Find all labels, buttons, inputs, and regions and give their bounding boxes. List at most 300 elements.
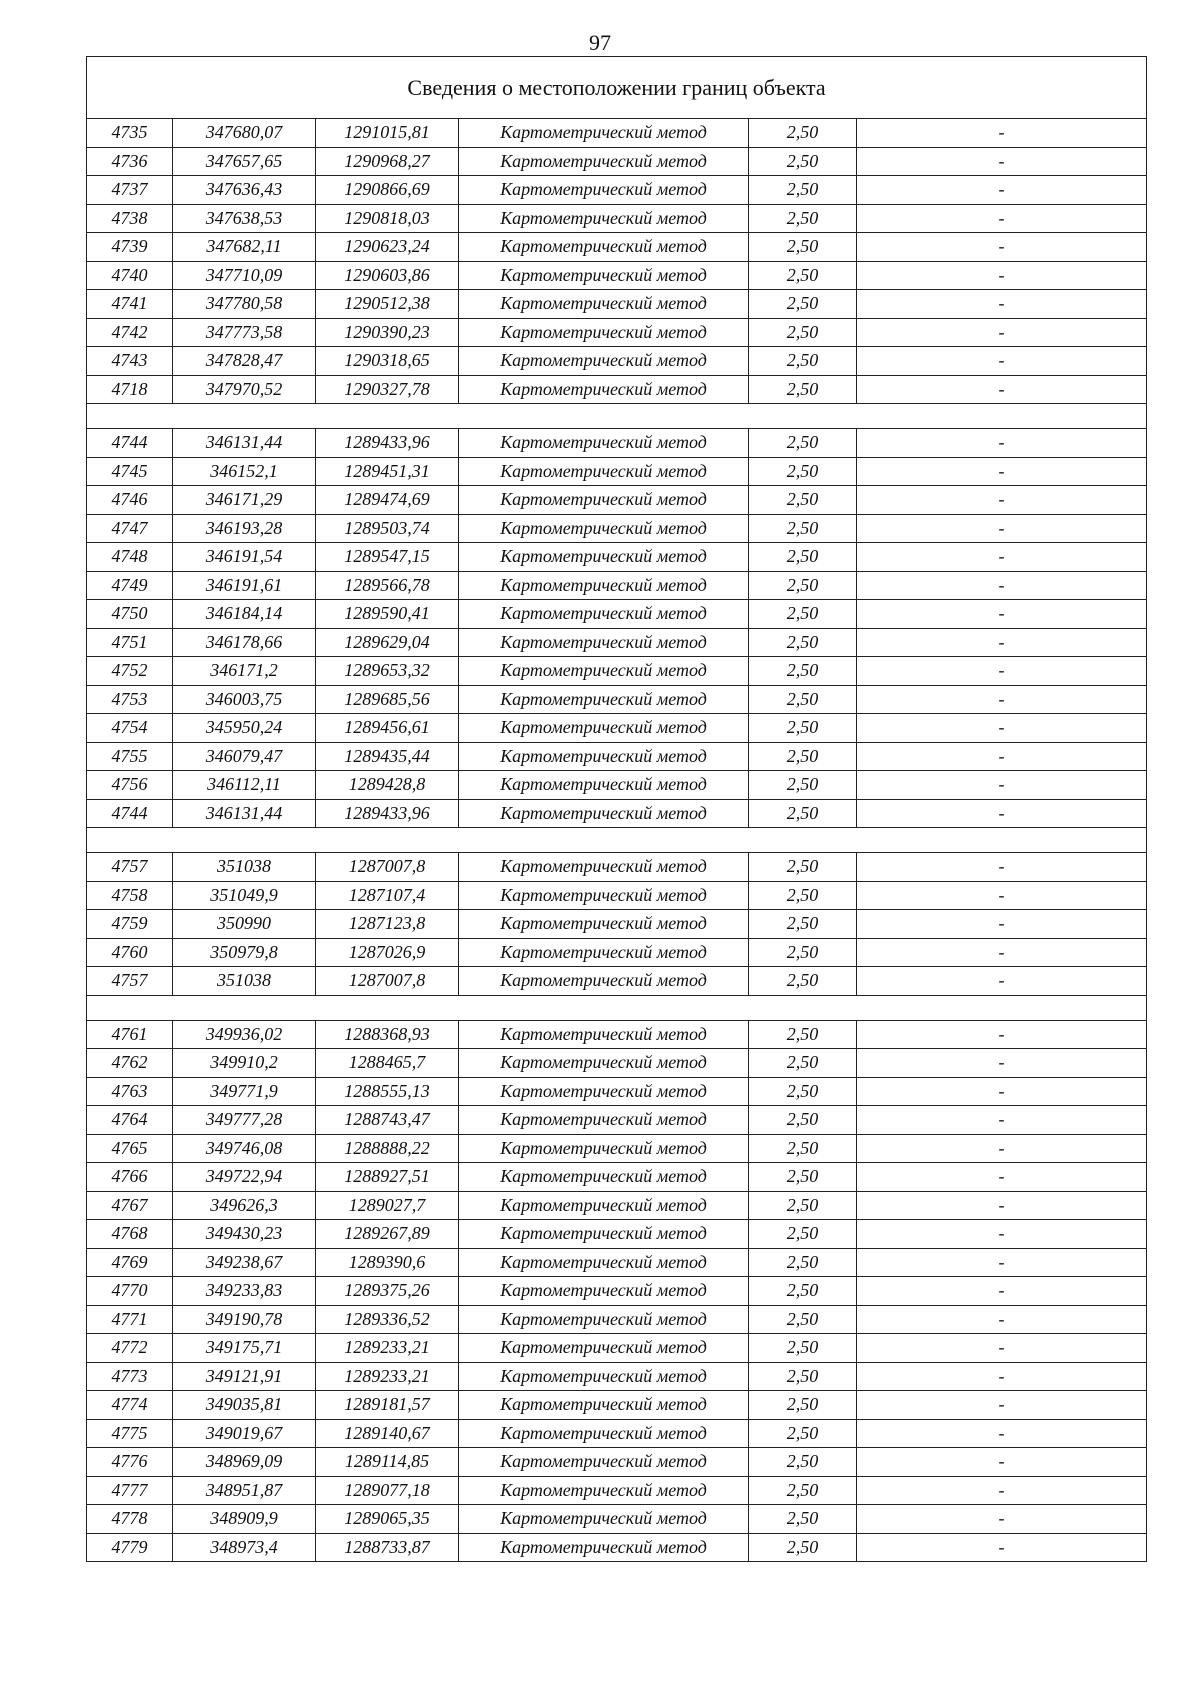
description-cell: - (857, 938, 1147, 967)
accuracy-cell: 2,50 (749, 799, 857, 828)
method-cell: Картометрический метод (459, 1049, 749, 1078)
table-row (87, 1277, 1147, 1306)
table-row (87, 910, 1147, 939)
point-number-cell: 4754 (87, 714, 173, 743)
y-coordinate-cell: 1289456,61 (316, 714, 459, 743)
table-row (87, 938, 1147, 967)
accuracy-cell: 2,50 (749, 347, 857, 376)
table-row (87, 853, 1147, 882)
description-cell: - (857, 1106, 1147, 1135)
table-row (87, 1448, 1147, 1477)
method-cell: Картометрический метод (459, 1077, 749, 1106)
description-cell: - (857, 1163, 1147, 1192)
method-cell: Картометрический метод (459, 685, 749, 714)
description-cell: - (857, 119, 1147, 148)
x-coordinate-cell: 349190,78 (173, 1305, 316, 1334)
table-row (87, 147, 1147, 176)
point-number-cell: 4736 (87, 147, 173, 176)
accuracy-cell: 2,50 (749, 714, 857, 743)
point-number-cell: 4766 (87, 1163, 173, 1192)
accuracy-cell: 2,50 (749, 1505, 857, 1534)
table-row (87, 347, 1147, 376)
point-number-cell: 4738 (87, 204, 173, 233)
table-row (87, 1419, 1147, 1448)
description-cell: - (857, 1049, 1147, 1078)
y-coordinate-cell: 1290623,24 (316, 233, 459, 262)
point-number-cell: 4750 (87, 600, 173, 629)
point-number-cell: 4737 (87, 176, 173, 205)
method-cell: Картометрический метод (459, 1448, 749, 1477)
y-coordinate-cell: 1289428,8 (316, 771, 459, 800)
y-coordinate-cell: 1289077,18 (316, 1476, 459, 1505)
point-number-cell: 4768 (87, 1220, 173, 1249)
y-coordinate-cell: 1289390,6 (316, 1248, 459, 1277)
table-row (87, 1191, 1147, 1220)
description-cell: - (857, 600, 1147, 629)
table-row (87, 657, 1147, 686)
y-coordinate-cell: 1289433,96 (316, 799, 459, 828)
table-row (87, 714, 1147, 743)
description-cell: - (857, 1533, 1147, 1562)
method-cell: Картометрический метод (459, 1106, 749, 1135)
table-row (87, 967, 1147, 996)
group-separator-row (87, 828, 1147, 853)
x-coordinate-cell: 346079,47 (173, 742, 316, 771)
table-row (87, 261, 1147, 290)
point-number-cell: 4770 (87, 1277, 173, 1306)
table-row (87, 457, 1147, 486)
accuracy-cell: 2,50 (749, 600, 857, 629)
point-number-cell: 4769 (87, 1248, 173, 1277)
description-cell: - (857, 261, 1147, 290)
table-title: Сведения о местоположении границ объекта (87, 57, 1147, 119)
description-cell: - (857, 881, 1147, 910)
table-row (87, 881, 1147, 910)
group-separator-row (87, 404, 1147, 429)
y-coordinate-cell: 1289140,67 (316, 1419, 459, 1448)
y-coordinate-cell: 1288733,87 (316, 1533, 459, 1562)
y-coordinate-cell: 1289629,04 (316, 628, 459, 657)
accuracy-cell: 2,50 (749, 318, 857, 347)
accuracy-cell: 2,50 (749, 881, 857, 910)
accuracy-cell: 2,50 (749, 486, 857, 515)
accuracy-cell: 2,50 (749, 1163, 857, 1192)
accuracy-cell: 2,50 (749, 771, 857, 800)
table-row (87, 543, 1147, 572)
method-cell: Картометрический метод (459, 119, 749, 148)
point-number-cell: 4760 (87, 938, 173, 967)
x-coordinate-cell: 347657,65 (173, 147, 316, 176)
point-number-cell: 4774 (87, 1391, 173, 1420)
method-cell: Картометрический метод (459, 799, 749, 828)
x-coordinate-cell: 346003,75 (173, 685, 316, 714)
x-coordinate-cell: 349910,2 (173, 1049, 316, 1078)
y-coordinate-cell: 1289065,35 (316, 1505, 459, 1534)
y-coordinate-cell: 1289590,41 (316, 600, 459, 629)
table-row (87, 514, 1147, 543)
method-cell: Картометрический метод (459, 318, 749, 347)
x-coordinate-cell: 347680,07 (173, 119, 316, 148)
accuracy-cell: 2,50 (749, 1305, 857, 1334)
accuracy-cell: 2,50 (749, 628, 857, 657)
method-cell: Картометрический метод (459, 910, 749, 939)
y-coordinate-cell: 1289027,7 (316, 1191, 459, 1220)
table-row (87, 176, 1147, 205)
x-coordinate-cell: 346152,1 (173, 457, 316, 486)
x-coordinate-cell: 349175,71 (173, 1334, 316, 1363)
table-row (87, 685, 1147, 714)
method-cell: Картометрический метод (459, 881, 749, 910)
description-cell: - (857, 910, 1147, 939)
accuracy-cell: 2,50 (749, 1448, 857, 1477)
x-coordinate-cell: 349019,67 (173, 1419, 316, 1448)
accuracy-cell: 2,50 (749, 1106, 857, 1135)
description-cell: - (857, 685, 1147, 714)
accuracy-cell: 2,50 (749, 514, 857, 543)
x-coordinate-cell: 349746,08 (173, 1134, 316, 1163)
point-number-cell: 4745 (87, 457, 173, 486)
y-coordinate-cell: 1289474,69 (316, 486, 459, 515)
method-cell: Картометрический метод (459, 1191, 749, 1220)
description-cell: - (857, 799, 1147, 828)
accuracy-cell: 2,50 (749, 1277, 857, 1306)
table-row (87, 1020, 1147, 1049)
description-cell: - (857, 1277, 1147, 1306)
y-coordinate-cell: 1289566,78 (316, 571, 459, 600)
table-row (87, 1476, 1147, 1505)
y-coordinate-cell: 1290390,23 (316, 318, 459, 347)
x-coordinate-cell: 346131,44 (173, 799, 316, 828)
description-cell: - (857, 1077, 1147, 1106)
x-coordinate-cell: 347638,53 (173, 204, 316, 233)
accuracy-cell: 2,50 (749, 657, 857, 686)
y-coordinate-cell: 1290512,38 (316, 290, 459, 319)
table-row (87, 1248, 1147, 1277)
table-row (87, 1533, 1147, 1562)
x-coordinate-cell: 346112,11 (173, 771, 316, 800)
accuracy-cell: 2,50 (749, 853, 857, 882)
x-coordinate-cell: 349626,3 (173, 1191, 316, 1220)
point-number-cell: 4765 (87, 1134, 173, 1163)
accuracy-cell: 2,50 (749, 1049, 857, 1078)
x-coordinate-cell: 349771,9 (173, 1077, 316, 1106)
x-coordinate-cell: 350979,8 (173, 938, 316, 967)
table-row (87, 1305, 1147, 1334)
x-coordinate-cell: 349121,91 (173, 1362, 316, 1391)
table-row (87, 1163, 1147, 1192)
y-coordinate-cell: 1289433,96 (316, 429, 459, 458)
x-coordinate-cell: 347780,58 (173, 290, 316, 319)
description-cell: - (857, 147, 1147, 176)
y-coordinate-cell: 1290603,86 (316, 261, 459, 290)
point-number-cell: 4757 (87, 967, 173, 996)
method-cell: Картометрический метод (459, 290, 749, 319)
accuracy-cell: 2,50 (749, 290, 857, 319)
method-cell: Картометрический метод (459, 714, 749, 743)
table-row (87, 1134, 1147, 1163)
x-coordinate-cell: 346171,29 (173, 486, 316, 515)
description-cell: - (857, 1305, 1147, 1334)
point-number-cell: 4762 (87, 1049, 173, 1078)
description-cell: - (857, 290, 1147, 319)
method-cell: Картометрический метод (459, 176, 749, 205)
method-cell: Картометрический метод (459, 1476, 749, 1505)
x-coordinate-cell: 350990 (173, 910, 316, 939)
method-cell: Картометрический метод (459, 967, 749, 996)
table-row (87, 486, 1147, 515)
y-coordinate-cell: 1289181,57 (316, 1391, 459, 1420)
description-cell: - (857, 514, 1147, 543)
point-number-cell: 4739 (87, 233, 173, 262)
x-coordinate-cell: 349035,81 (173, 1391, 316, 1420)
y-coordinate-cell: 1290318,65 (316, 347, 459, 376)
y-coordinate-cell: 1289503,74 (316, 514, 459, 543)
method-cell: Картометрический метод (459, 514, 749, 543)
accuracy-cell: 2,50 (749, 261, 857, 290)
point-number-cell: 4759 (87, 910, 173, 939)
accuracy-cell: 2,50 (749, 1134, 857, 1163)
y-coordinate-cell: 1289233,21 (316, 1334, 459, 1363)
x-coordinate-cell: 346131,44 (173, 429, 316, 458)
point-number-cell: 4743 (87, 347, 173, 376)
table-row (87, 1362, 1147, 1391)
y-coordinate-cell: 1290968,27 (316, 147, 459, 176)
method-cell: Картометрический метод (459, 1362, 749, 1391)
accuracy-cell: 2,50 (749, 147, 857, 176)
point-number-cell: 4775 (87, 1419, 173, 1448)
x-coordinate-cell: 349936,02 (173, 1020, 316, 1049)
accuracy-cell: 2,50 (749, 429, 857, 458)
x-coordinate-cell: 351049,9 (173, 881, 316, 910)
y-coordinate-cell: 1287007,8 (316, 853, 459, 882)
point-number-cell: 4767 (87, 1191, 173, 1220)
method-cell: Картометрический метод (459, 1391, 749, 1420)
x-coordinate-cell: 346178,66 (173, 628, 316, 657)
x-coordinate-cell: 347710,09 (173, 261, 316, 290)
x-coordinate-cell: 346191,61 (173, 571, 316, 600)
method-cell: Картометрический метод (459, 1220, 749, 1249)
table-row (87, 204, 1147, 233)
description-cell: - (857, 1134, 1147, 1163)
x-coordinate-cell: 348909,9 (173, 1505, 316, 1534)
x-coordinate-cell: 346193,28 (173, 514, 316, 543)
method-cell: Картометрический метод (459, 486, 749, 515)
method-cell: Картометрический метод (459, 742, 749, 771)
accuracy-cell: 2,50 (749, 1020, 857, 1049)
table-row (87, 290, 1147, 319)
x-coordinate-cell: 351038 (173, 853, 316, 882)
point-number-cell: 4772 (87, 1334, 173, 1363)
point-number-cell: 4748 (87, 543, 173, 572)
table-row (87, 1049, 1147, 1078)
accuracy-cell: 2,50 (749, 1077, 857, 1106)
description-cell: - (857, 657, 1147, 686)
y-coordinate-cell: 1287007,8 (316, 967, 459, 996)
y-coordinate-cell: 1288368,93 (316, 1020, 459, 1049)
x-coordinate-cell: 348973,4 (173, 1533, 316, 1562)
y-coordinate-cell: 1289547,15 (316, 543, 459, 572)
description-cell: - (857, 571, 1147, 600)
point-number-cell: 4778 (87, 1505, 173, 1534)
table-row (87, 233, 1147, 262)
x-coordinate-cell: 349722,94 (173, 1163, 316, 1192)
description-cell: - (857, 1419, 1147, 1448)
method-cell: Картометрический метод (459, 457, 749, 486)
description-cell: - (857, 771, 1147, 800)
description-cell: - (857, 457, 1147, 486)
y-coordinate-cell: 1288743,47 (316, 1106, 459, 1135)
boundary-coordinates-table (86, 56, 1147, 1562)
table-row (87, 119, 1147, 148)
boundary-table-sheet (86, 56, 1146, 1562)
point-number-cell: 4747 (87, 514, 173, 543)
description-cell: - (857, 1448, 1147, 1477)
method-cell: Картометрический метод (459, 375, 749, 404)
method-cell: Картометрический метод (459, 571, 749, 600)
table-row (87, 429, 1147, 458)
table-row (87, 1077, 1147, 1106)
description-cell: - (857, 1362, 1147, 1391)
method-cell: Картометрический метод (459, 771, 749, 800)
point-number-cell: 4749 (87, 571, 173, 600)
accuracy-cell: 2,50 (749, 233, 857, 262)
point-number-cell: 4755 (87, 742, 173, 771)
method-cell: Картометрический метод (459, 147, 749, 176)
y-coordinate-cell: 1291015,81 (316, 119, 459, 148)
method-cell: Картометрический метод (459, 1134, 749, 1163)
x-coordinate-cell: 347828,47 (173, 347, 316, 376)
group-separator-cell (87, 828, 1147, 853)
accuracy-cell: 2,50 (749, 176, 857, 205)
method-cell: Картометрический метод (459, 1163, 749, 1192)
point-number-cell: 4779 (87, 1533, 173, 1562)
y-coordinate-cell: 1288465,7 (316, 1049, 459, 1078)
y-coordinate-cell: 1289114,85 (316, 1448, 459, 1477)
point-number-cell: 4746 (87, 486, 173, 515)
x-coordinate-cell: 345950,24 (173, 714, 316, 743)
accuracy-cell: 2,50 (749, 910, 857, 939)
x-coordinate-cell: 349777,28 (173, 1106, 316, 1135)
description-cell: - (857, 1391, 1147, 1420)
method-cell: Картометрический метод (459, 1248, 749, 1277)
description-cell: - (857, 853, 1147, 882)
description-cell: - (857, 1248, 1147, 1277)
x-coordinate-cell: 347970,52 (173, 375, 316, 404)
table-row (87, 1220, 1147, 1249)
y-coordinate-cell: 1289375,26 (316, 1277, 459, 1306)
table-row (87, 1334, 1147, 1363)
accuracy-cell: 2,50 (749, 1419, 857, 1448)
x-coordinate-cell: 347773,58 (173, 318, 316, 347)
accuracy-cell: 2,50 (749, 457, 857, 486)
table-row (87, 571, 1147, 600)
description-cell: - (857, 176, 1147, 205)
description-cell: - (857, 1220, 1147, 1249)
point-number-cell: 4744 (87, 429, 173, 458)
group-separator-cell (87, 995, 1147, 1020)
method-cell: Картометрический метод (459, 233, 749, 262)
y-coordinate-cell: 1287107,4 (316, 881, 459, 910)
y-coordinate-cell: 1289435,44 (316, 742, 459, 771)
accuracy-cell: 2,50 (749, 543, 857, 572)
accuracy-cell: 2,50 (749, 1476, 857, 1505)
method-cell: Картометрический метод (459, 628, 749, 657)
y-coordinate-cell: 1289451,31 (316, 457, 459, 486)
description-cell: - (857, 204, 1147, 233)
y-coordinate-cell: 1288927,51 (316, 1163, 459, 1192)
point-number-cell: 4776 (87, 1448, 173, 1477)
point-number-cell: 4763 (87, 1077, 173, 1106)
y-coordinate-cell: 1289685,56 (316, 685, 459, 714)
point-number-cell: 4771 (87, 1305, 173, 1334)
method-cell: Картометрический метод (459, 657, 749, 686)
table-row (87, 375, 1147, 404)
accuracy-cell: 2,50 (749, 1334, 857, 1363)
x-coordinate-cell: 349430,23 (173, 1220, 316, 1249)
point-number-cell: 4751 (87, 628, 173, 657)
table-row (87, 771, 1147, 800)
method-cell: Картометрический метод (459, 347, 749, 376)
method-cell: Картометрический метод (459, 1334, 749, 1363)
method-cell: Картометрический метод (459, 600, 749, 629)
table-row (87, 1106, 1147, 1135)
accuracy-cell: 2,50 (749, 1220, 857, 1249)
point-number-cell: 4761 (87, 1020, 173, 1049)
table-title-row (87, 57, 1147, 119)
method-cell: Картометрический метод (459, 1533, 749, 1562)
y-coordinate-cell: 1288888,22 (316, 1134, 459, 1163)
method-cell: Картометрический метод (459, 261, 749, 290)
point-number-cell: 4741 (87, 290, 173, 319)
method-cell: Картометрический метод (459, 543, 749, 572)
description-cell: - (857, 429, 1147, 458)
point-number-cell: 4718 (87, 375, 173, 404)
point-number-cell: 4777 (87, 1476, 173, 1505)
table-row (87, 742, 1147, 771)
method-cell: Картометрический метод (459, 1419, 749, 1448)
accuracy-cell: 2,50 (749, 119, 857, 148)
x-coordinate-cell: 348969,09 (173, 1448, 316, 1477)
accuracy-cell: 2,50 (749, 1362, 857, 1391)
description-cell: - (857, 1476, 1147, 1505)
table-row (87, 600, 1147, 629)
description-cell: - (857, 233, 1147, 262)
description-cell: - (857, 628, 1147, 657)
accuracy-cell: 2,50 (749, 1191, 857, 1220)
x-coordinate-cell: 346184,14 (173, 600, 316, 629)
page-number: 97 (589, 30, 611, 55)
table-row (87, 318, 1147, 347)
point-number-cell: 4753 (87, 685, 173, 714)
method-cell: Картометрический метод (459, 1277, 749, 1306)
description-cell: - (857, 1191, 1147, 1220)
description-cell: - (857, 318, 1147, 347)
table-row (87, 1391, 1147, 1420)
accuracy-cell: 2,50 (749, 938, 857, 967)
method-cell: Картометрический метод (459, 1305, 749, 1334)
point-number-cell: 4764 (87, 1106, 173, 1135)
method-cell: Картометрический метод (459, 1020, 749, 1049)
x-coordinate-cell: 346171,2 (173, 657, 316, 686)
method-cell: Картометрический метод (459, 938, 749, 967)
description-cell: - (857, 347, 1147, 376)
accuracy-cell: 2,50 (749, 967, 857, 996)
x-coordinate-cell: 349233,83 (173, 1277, 316, 1306)
group-separator-row (87, 995, 1147, 1020)
table-row (87, 628, 1147, 657)
y-coordinate-cell: 1288555,13 (316, 1077, 459, 1106)
accuracy-cell: 2,50 (749, 742, 857, 771)
